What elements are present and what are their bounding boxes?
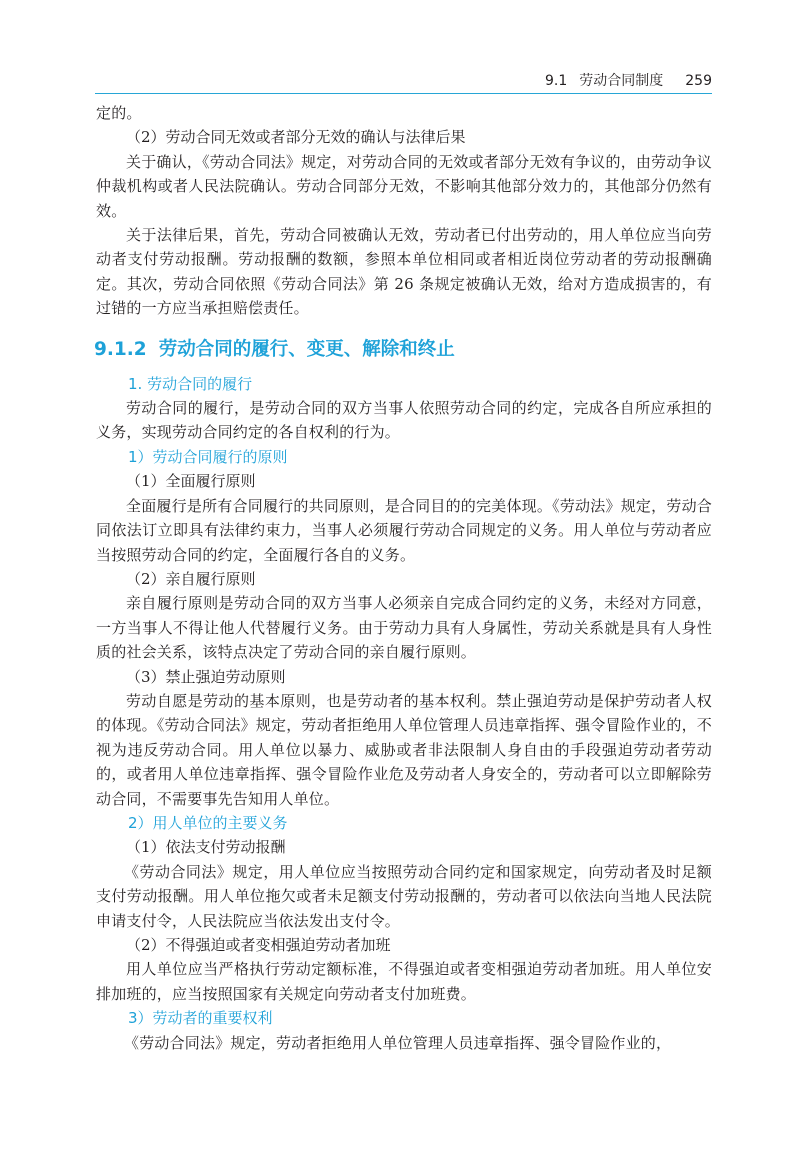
page-number: 259: [685, 73, 712, 89]
paragraph: 劳动合同的履行，是劳动合同的双方当事人依照劳动合同的约定，完成各自所应承担的义务，实现劳动合同约定的各自权利的行为。: [96, 399, 712, 442]
header-rule: [95, 93, 712, 94]
section-heading: [94, 337, 712, 363]
paragraph: 劳动自愿是劳动的基本原则，也是劳动者的基本权利。禁止强迫劳动是保护劳动者人权的体现。《劳动合同法》规定，劳动者拒绝用人单位管理人员违章指挥、强令冒险作业的，不视为违反劳动合同。用人单位以暴力、威胁或者非法限制人身自由的手段强迫劳动者劳动的，或者用人单位违章指挥、强令冒险作业危及劳动者人身安全的，劳动者可以立即解除劳动合同，不需要事先告知用人单位。: [96, 691, 712, 808]
paragraph: 关于确认，《劳动合同法》规定，对劳动合同的无效或者部分无效有争议的，由劳动争议仲裁机构或者人民法院确认。劳动合同部分无效，不影响其他部分效力的，其他部分仍然有效。: [96, 152, 712, 220]
subheading: （2）亲自履行原则: [126, 569, 256, 588]
section-title: 劳动合同的履行、变更、解除和终止: [158, 338, 455, 360]
header-section-number: 9.1: [545, 73, 568, 89]
paragraph: 用人单位应当严格执行劳动定额标准，不得强迫或者变相强迫劳动者加班。用人单位安排加班的，应当按照国家有关规定向劳动者支付加班费。: [96, 960, 712, 1003]
page-body: [96, 101, 712, 1055]
subsubsection-heading: 2）用人单位的主要义务: [128, 813, 288, 832]
subsubsection-heading: 1）劳动合同履行的原则: [128, 447, 288, 466]
paragraph: 《劳动合同法》规定，劳动者拒绝用人单位管理人员违章指挥、强令冒险作业的，: [124, 1033, 672, 1052]
running-header: [545, 70, 712, 90]
subheading: （2）不得强迫或者变相强迫劳动者加班: [126, 936, 391, 954]
paragraph: 关于法律后果，首先，劳动合同被确认无效，劳动者已付出劳动的，用人单位应当向劳动者支付劳动报酬。劳动报酬的数额，参照本单位相同或者相近岗位劳动者的劳动报酬确定。其次，劳动合同依照《劳动合同法》第 26 条规定被确认无效，给对方造成损害的，有过错的一方应当承担赔偿责任。: [96, 226, 712, 318]
paragraph: 亲自履行原则是劳动合同的双方当事人必须亲自完成合同约定的义务，未经对方同意，一方当事人不得让他人代替履行义务。由于劳动力具有人身属性，劳动关系就是具有人身性质的社会关系，该特点决定了劳动合同的亲自履行原则。: [96, 594, 712, 662]
header-chapter-title: 劳动合同制度: [579, 73, 664, 89]
subheading: （2）劳动合同无效或者部分无效的确认与法律后果: [126, 128, 466, 147]
subheading: （1）依法支付劳动报酬: [126, 838, 286, 857]
paragraph: 《劳动合同法》规定，用人单位应当按照劳动合同约定和国家规定，向劳动者及时足额支付劳动报酬。用人单位拖欠或者未足额支付劳动报酬的，劳动者可以依法向当地人民法院申请支付令，人民法院应当依法发出支付令。: [96, 862, 712, 930]
paragraph: 定的。: [96, 104, 142, 122]
subsection-heading: 1. 劳动合同的履行: [128, 374, 253, 393]
paragraph: 全面履行是所有合同履行的共同原则，是合同目的的完美体现。《劳动法》规定，劳动合同依法订立即具有法律约束力，当事人必须履行劳动合同规定的义务。用人单位与劳动者应当按照劳动合同的约定，全面履行各自的义务。: [96, 496, 712, 564]
subheading: （3）禁止强迫劳动原则: [126, 667, 286, 686]
subsubsection-heading: 3）劳动者的重要权利: [128, 1009, 273, 1028]
section-number: 9.1.2: [94, 338, 147, 360]
subheading: （1）全面履行原则: [126, 472, 256, 491]
